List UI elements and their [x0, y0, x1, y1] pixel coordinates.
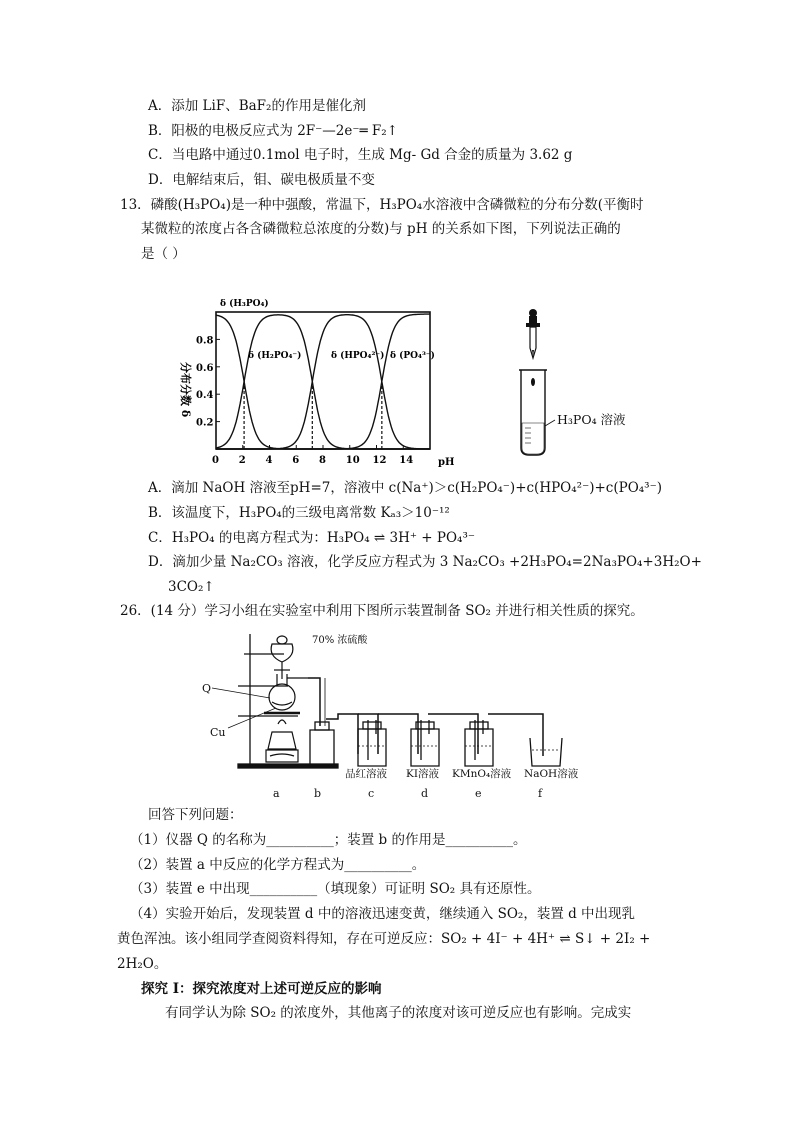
cu-label: Cu	[210, 726, 226, 739]
x-tick-label: 4	[265, 455, 273, 466]
bottle-e-icon	[465, 720, 493, 766]
bottle-d-icon	[411, 720, 439, 766]
legend-h3po4: δ (H₃PO₄)	[220, 299, 269, 309]
device-letter-b: b	[314, 787, 322, 800]
q26-part4-line2: 黄色浑浊。该小组同学查阅资料得知，存在可逆反应：SO₂ + 4I⁻ + 4H⁺ ⇌ S↓ + 2I₂ +	[117, 931, 651, 947]
device-letter-a: a	[273, 787, 280, 800]
bottle-c-icon	[358, 720, 386, 766]
solution-label-d: KI溶液	[406, 768, 439, 780]
q12-option-b: B．阳极的电极反应式为 2F⁻—2e⁻═ F₂↑	[148, 123, 399, 139]
legend-hpo4: δ (HPO₄²⁻)	[331, 351, 385, 361]
chart-xlabel: pH	[438, 457, 455, 468]
answer-intro: 回答下列问题：	[148, 807, 243, 823]
inquiry-title: 探究 I：探究浓度对上述可逆反应的影响	[141, 981, 382, 997]
x-tick-label: 10	[345, 455, 360, 466]
legend-h2po4: δ (H₂PO₄⁻)	[248, 351, 302, 361]
q13-option-b: B．该温度下，H₃PO₄的三级电离常数 Kₐ₃＞10⁻¹²	[148, 505, 450, 521]
q12-option-c: C．当电路中通过0.1mol 电子时，生成 Mg- Gd 合金的质量为 3.62 g	[148, 147, 573, 163]
dropper-icon	[526, 309, 540, 358]
device-letter-e: e	[475, 787, 482, 800]
alcohol-lamp-icon	[264, 713, 300, 762]
q13-stem-line3: 是（ ）	[141, 246, 186, 262]
solution-label-f: NaOH溶液	[524, 768, 579, 780]
q12-option-a: A．添加 LiF、BaF₂的作用是催化剂	[148, 98, 366, 114]
y-tick-label: 0.6	[196, 362, 214, 374]
iron-stand-icon	[238, 634, 338, 768]
distribution-chart	[168, 290, 468, 470]
q12-option-d: D．电解结束后，钼、碳电极质量不变	[148, 172, 375, 188]
q-label: Q	[202, 682, 212, 695]
q13-option-d-cont: 3CO₂↑	[168, 579, 215, 595]
q26-part1: （1）仪器 Q 的名称为__________；装置 b 的作用是__________。	[130, 832, 527, 848]
test-tube-icon	[519, 370, 555, 455]
x-tick-label: 14	[399, 455, 414, 466]
device-letter-c: c	[368, 787, 375, 800]
solution-label-c: 品红溶液	[345, 768, 387, 780]
apparatus-figure	[198, 624, 598, 804]
separatory-funnel-icon	[271, 636, 293, 679]
dropper-test-tube-figure	[505, 308, 665, 458]
x-tick-label: 2	[238, 455, 246, 466]
tube-label: H₃PO₄ 溶液	[557, 412, 626, 427]
device-letter-f: f	[538, 787, 543, 800]
solution-label-e: KMnO₄溶液	[452, 768, 512, 780]
q26-part3: （3）装置 e 中出现__________（填现象）可证明 SO₂ 具有还原性。	[130, 881, 541, 897]
connecting-tubes	[308, 678, 543, 756]
q13-option-d: D．滴加少量 Na₂CO₃ 溶液，化学反应方程式为 3 Na₂CO₃ +2H₃PO₄=2Na₃PO₄+3H₂O+	[148, 554, 702, 570]
bottle-b-icon	[310, 722, 334, 766]
q13-option-a: A．滴加 NaOH 溶液至pH=7，溶液中 c(Na⁺)＞c(H₂PO₄⁻)+c(HPO₄²⁻)+c(PO₄³⁻)	[148, 480, 662, 496]
q13-stem-line1: 13．磷酸(H₃PO₄)是一种中强酸，常温下，H₃PO₄水溶液中含磷微粒的分布分数(平衡时	[120, 197, 644, 213]
x-tick-label: 8	[319, 455, 326, 466]
q13-option-c: C．H₃PO₄ 的电离方程式为：H₃PO₄ ⇌ 3H⁺ + PO₄³⁻	[148, 530, 475, 546]
chart-ylabel: 分布分数 δ	[179, 362, 192, 418]
inquiry-text: 有同学认为除 SO₂ 的浓度外，其他离子的浓度对该可逆反应也有影响。完成实	[165, 1005, 632, 1021]
x-tick-label: 0	[212, 455, 219, 466]
x-tick-label: 6	[292, 455, 300, 466]
q26-part2: （2）装置 a 中反应的化学方程式为__________。	[130, 857, 426, 873]
x-tick-label: 12	[372, 455, 387, 466]
legend-po4: δ (PO₄³⁻)	[390, 351, 435, 361]
beaker-f-icon	[530, 738, 562, 766]
q26-part4-line3: 2H₂O。	[117, 956, 168, 972]
y-tick-label: 0.8	[196, 335, 214, 347]
curve-h2po4	[216, 315, 430, 449]
y-tick-label: 0.2	[196, 417, 214, 429]
device-letter-d: d	[421, 787, 429, 800]
q13-stem-line2: 某微粒的浓度占各含磷微粒总浓度的分数)与 pH 的关系如下图，下列说法正确的	[141, 221, 621, 237]
q26-stem: 26．(14 分）学习小组在实验室中利用下图所示装置制备 SO₂ 并进行相关性质的探究。	[120, 603, 644, 619]
y-tick-label: 0.4	[196, 390, 214, 402]
flask-q-icon	[269, 674, 308, 710]
acid-label: 70% 浓硫酸	[312, 635, 368, 646]
q26-part4-line1: （4）实验开始后，发现装置 d 中的溶液迅速变黄，继续通入 SO₂，装置 d 中出现乳	[130, 906, 636, 922]
